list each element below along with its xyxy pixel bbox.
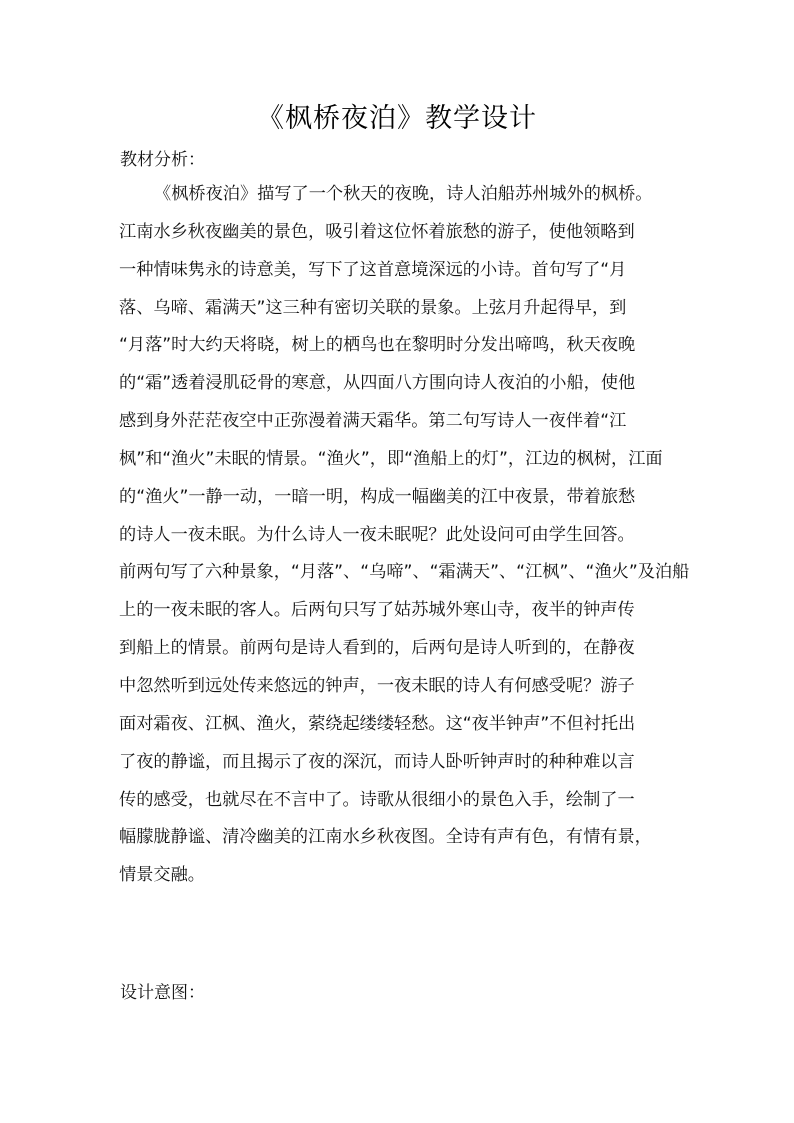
analysis-paragraph [119, 176, 689, 895]
paragraph-line: 感到身外茫茫夜空中正弥漫着满天霜华。第二句写诗人一夜伴着“江 [119, 411, 627, 432]
paragraph-line: 了夜的静谧，而且揭示了夜的深沉，而诗人卧听钟声时的种种难以言 [119, 751, 635, 772]
paragraph-line: 《枫桥夜泊》描写了一个秋天的夜晚，诗人泊船苏州城外的枫桥。 [154, 184, 653, 204]
section-heading-design-intent: 设计意图： [120, 983, 205, 1003]
document-title: 《枫桥夜泊》教学设计 [257, 103, 537, 134]
paragraph-line: 传的感受，也就尽在不言中了。诗歌从很细小的景色入手，绘制了一 [119, 789, 635, 810]
paragraph-line: 的诗人一夜未眠。为什么诗人一夜未眠呢？此处设问可由学生回答。 [119, 524, 635, 545]
paragraph-line: 江南水乡秋夜幽美的景色，吸引着这位怀着旅愁的游子，使他领略到 [119, 221, 635, 242]
paragraph-line: 幅朦胧静谧、清冷幽美的江南水乡秋夜图。全诗有声有色，有情有景， [119, 827, 652, 848]
paragraph-line: 中忽然听到远处传来悠远的钟声，一夜未眠的诗人有何感受呢？游子 [119, 675, 635, 696]
paragraph-line: 的“霜”透着浸肌砭骨的寒意，从四面八方围向诗人夜泊的小船，使他 [119, 373, 636, 394]
paragraph-line: 到船上的情景。前两句是诗人看到的，后两句是诗人听到的，在静夜 [119, 638, 635, 659]
paragraph-line: 枫”和“渔火”未眠的情景。“渔火”，即“渔船上的灯”，江边的枫树，江面 [119, 448, 663, 469]
paragraph-line: 落、乌啼、霜满天”这三种有密切关联的景象。上弦月升起得早，到 [119, 297, 627, 318]
paragraph-line: “月落”时大约天将晓，树上的栖鸟也在黎明时分发出啼鸣，秋天夜晚 [119, 335, 636, 356]
paragraph-line: 前两句写了六种景象，“月落”、“乌啼”、“霜满天”、“江枫”、“渔火”及泊船 [119, 562, 690, 583]
paragraph-line: 一种情味隽永的诗意美，写下了这首意境深远的小诗。首句写了“月 [119, 259, 627, 280]
paragraph-line: 面对霜夜、江枫、渔火，萦绕起缕缕轻愁。这“夜半钟声”不但衬托出 [119, 713, 636, 734]
paragraph-line: 的“渔火”一静一动，一暗一明，构成一幅幽美的江中夜景，带着旅愁 [119, 486, 636, 507]
section-heading-textbook-analysis: 教材分析： [120, 150, 205, 170]
paragraph-line: 上的一夜未眠的客人。后两句只写了姑苏城外寒山寺，夜半的钟声传 [119, 600, 635, 621]
paragraph-line: 情景交融。 [119, 865, 205, 886]
